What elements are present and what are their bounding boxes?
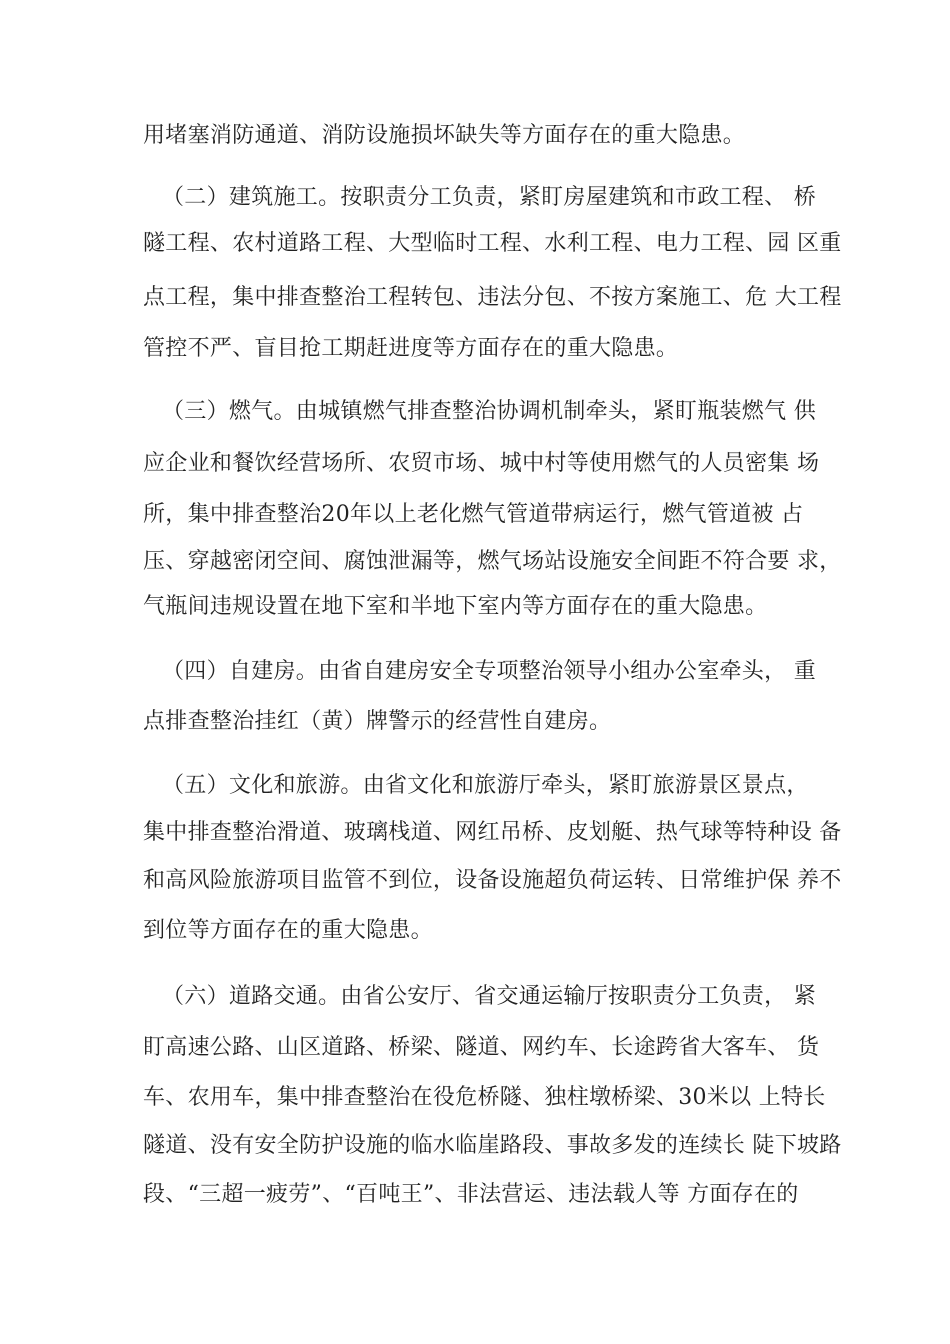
text-line-20: 隧道、没有安全防护设施的临水临崖路段、事故多发的连续长 陡下坡路 — [143, 1133, 842, 1158]
section-5-heading-line: （五）文化和旅游。由省文化和旅游厅牵头，紧盯旅游景区景点， — [162, 773, 809, 798]
section-4-heading-line: （四）自建房。由省自建房安全专项整治领导小组办公室牵头， 重 — [162, 659, 816, 684]
text-line-1: 用堵塞消防通道、消防设施损坏缺失等方面存在的重大隐患。 — [143, 123, 746, 148]
text-line-7: 应企业和餐饮经营场所、农贸市场、城中村等使用燃气的人员密集 场 — [143, 451, 820, 476]
text-line-9: 压、穿越密闭空间、腐蚀泄漏等，燃气场站设施安全间距不符合要 求， — [143, 549, 842, 574]
section-2-heading-line: （二）建筑施工。按职责分工负责，紧盯房屋建筑和市政工程、 桥 — [162, 185, 816, 210]
text-line-10: 气瓶间违规设置在地下室和半地下室内等方面存在的重大隐患。 — [143, 594, 768, 619]
text-line-12: 点排查整治挂红（黄）牌警示的经营性自建房。 — [143, 709, 612, 734]
text-line-18: 盯高速公路、山区道路、桥梁、隧道、网约车、长途跨省大客车、 货 — [143, 1035, 820, 1060]
text-line-5: 管控不严、盲目抢工期赶进度等方面存在的重大隐患。 — [143, 336, 679, 361]
text-line-8: 所，集中排查整治20年以上老化燃气管道带病运行，燃气管道被 占 — [143, 502, 804, 527]
text-line-16: 到位等方面存在的重大隐患。 — [143, 918, 433, 943]
text-line-3: 隧工程、农村道路工程、大型临时工程、水利工程、电力工程、园 区重 — [143, 231, 842, 256]
text-line-21: 段、“三超一疲劳”、“百吨王”、非法营运、违法载人等 方面存在的 — [143, 1182, 799, 1207]
text-line-15: 和高风险旅游项目监管不到位，设备设施超负荷运转、日常维护保 养不 — [143, 868, 842, 893]
section-3-heading-line: （三）燃气。由城镇燃气排查整治协调机制牵头，紧盯瓶装燃气 供 — [162, 399, 816, 424]
text-line-4: 点工程，集中排查整治工程转包、违法分包、不按方案施工、危 大工程 — [143, 285, 842, 310]
text-line-14: 集中排查整治滑道、玻璃栈道、网红吊桥、皮划艇、热气球等特种设 备 — [143, 820, 842, 845]
text-line-19: 车、农用车，集中排查整治在役危桥隧、独柱墩桥梁、30米以 上特长 — [143, 1085, 826, 1110]
section-6-heading-line: （六）道路交通。由省公安厅、省交通运输厅按职责分工负责， 紧 — [162, 984, 816, 1009]
